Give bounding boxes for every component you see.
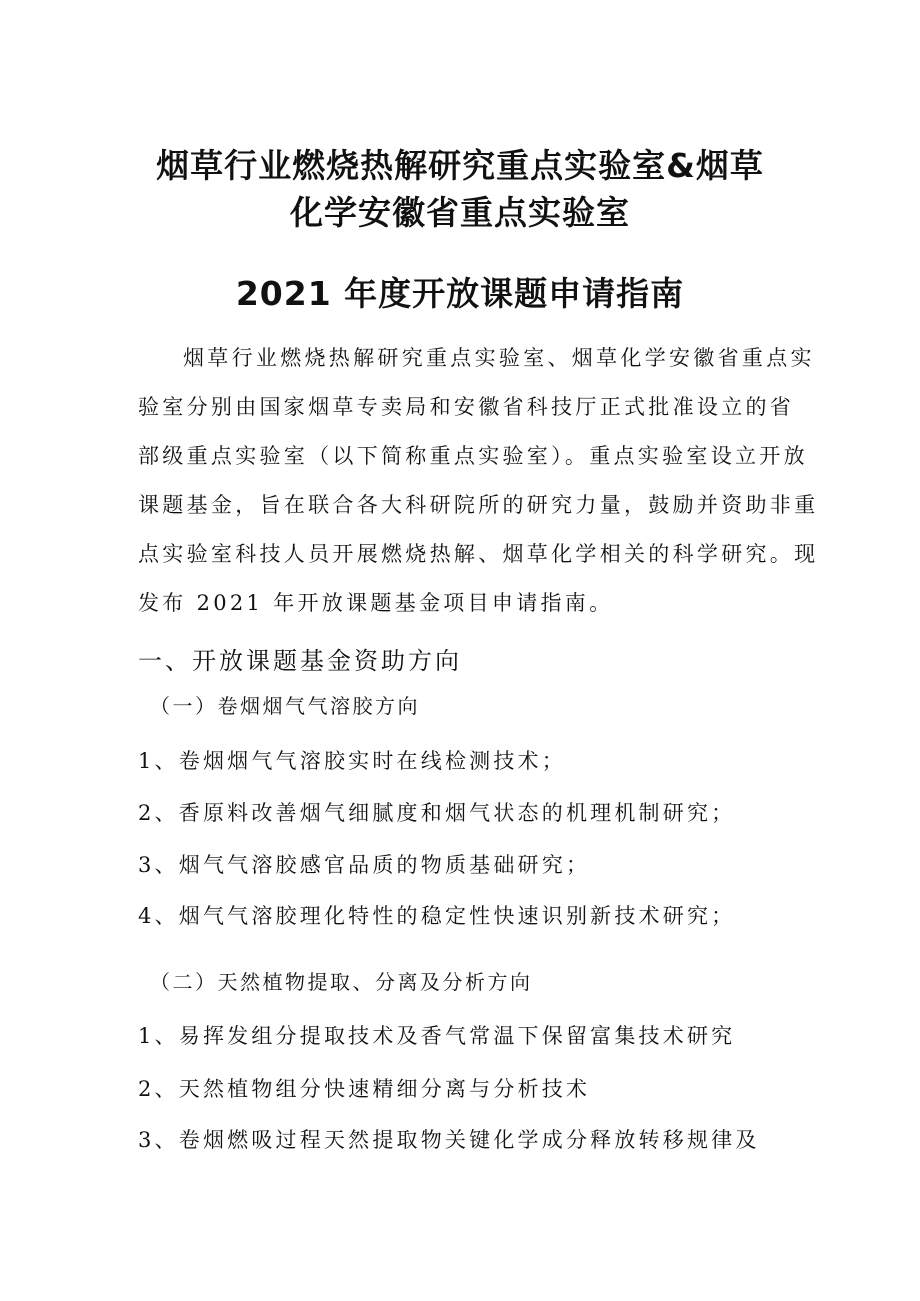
title-line-2: 化学安徽省重点实验室 bbox=[290, 193, 630, 232]
intro-line: 部级重点实验室（以下简称重点实验室）。重点实验室设立开放 bbox=[138, 444, 808, 468]
intro-line: 验室分别由国家烟草专卖局和安徽省科技厅正式批准设立的省 bbox=[138, 395, 795, 419]
list-item: 4、烟气气溶胶理化特性的稳定性快速识别新技术研究； bbox=[138, 904, 736, 928]
intro-line: 发布 2021 年开放课题基金项目申请指南。 bbox=[138, 591, 614, 615]
intro-line: 课题基金，旨在联合各大科研院所的研究力量，鼓励并资助非重 bbox=[138, 493, 819, 517]
subsection-heading: （一）卷烟烟气气溶胶方向 bbox=[150, 694, 420, 718]
list-item: 1、易挥发组分提取技术及香气常温下保留富集技术研究 bbox=[138, 1024, 736, 1048]
list-item: 2、天然植物组分快速精细分离与分析技术 bbox=[138, 1077, 591, 1101]
subsection-heading: （二）天然植物提取、分离及分析方向 bbox=[150, 970, 533, 994]
list-item: 1、卷烟烟气气溶胶实时在线检测技术； bbox=[138, 749, 566, 773]
list-item: 2、香原料改善烟气细腻度和烟气状态的机理机制研究； bbox=[138, 801, 736, 825]
list-item: 3、卷烟燃吸过程天然提取物关键化学成分释放转移规律及 bbox=[138, 1128, 760, 1152]
section-heading: 一、开放课题基金资助方向 bbox=[138, 647, 462, 675]
title-line-3: 2021 年度开放课题申请指南 bbox=[235, 274, 685, 313]
intro-line: 烟草行业燃烧热解研究重点实验室、烟草化学安徽省重点实 bbox=[183, 346, 815, 370]
list-item: 3、烟气气溶胶感官品质的物质基础研究； bbox=[138, 853, 591, 877]
intro-line: 点实验室科技人员开展燃烧热解、烟草化学相关的科学研究。现 bbox=[138, 542, 819, 566]
title-line-1: 烟草行业燃烧热解研究重点实验室&烟草 bbox=[156, 146, 764, 185]
